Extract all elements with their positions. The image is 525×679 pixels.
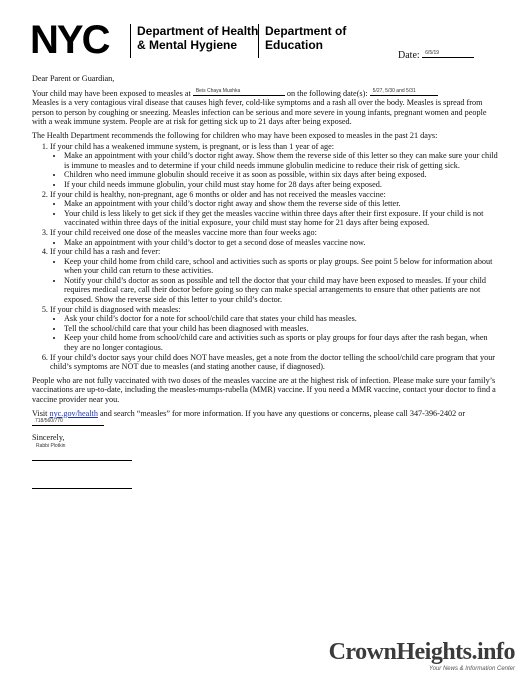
signature-block bbox=[32, 433, 500, 491]
nyc-logo: NYC bbox=[30, 18, 109, 62]
signature-line bbox=[32, 452, 132, 461]
bullet-item: • Tell the school/child care that your child has been diagnosed with measles. bbox=[64, 324, 500, 334]
list-item: 1. If your child has a weakened immune system, is pregnant, or is less than 1 year of age: • Make an appointment with your child’s doctor right away. Show them the reverse side of this letter so they can make sure your child is immune to measles and to determine if your child needs immune globulin medicine to reduce their risk of getting sick. • Children who need immune globulin should receive it as soon as possible, within six days after being exposed. • If your child needs immune globulin, your child must stay home for 28 days after being exposed. bbox=[50, 142, 500, 190]
bullet-item: • Make an appointment with your child’s doctor right away and show them the reverse side of this letter. bbox=[64, 199, 500, 209]
recommendation-list bbox=[32, 142, 500, 372]
signer-name: Rabbi Plotkin bbox=[36, 443, 66, 450]
measles-intro: Measles is a very contagious viral disease that causes high fever, cold-like symptoms and a rash all over the body. Measles is spread from person to person by coughing or sneezing. Measles infection can be serious and more severe in young infants, pregnant women and people with a weak immune system. People are at risk for getting sick up to 21 days after being exposed. bbox=[32, 98, 487, 127]
letter-body bbox=[32, 74, 500, 491]
date-field: Date: 6/5/19 bbox=[398, 50, 474, 62]
bullet-item: • Children who need immune globulin should receive it as soon as possible, within six days after being exposed. bbox=[64, 170, 500, 180]
bullet-item: • Notify your child’s doctor as soon as possible and tell the doctor that your child may have been exposed to measles. If your child requires medical care, call their doctor before going so they can make special arrangements to ensure that other patients are not exposed. Show the reverse side of this letter to your child’s doctor. bbox=[64, 276, 500, 305]
bullet-item: • Your child is less likely to get sick if they get the measles vaccine within three days after their first exposure. If your child is not vaccinated within three days of the initial exposure, your child must stay home for 21 days after being exposed. bbox=[64, 209, 500, 228]
date-value: 6/5/19 bbox=[422, 50, 474, 58]
bullet-item: • Keep your child home from child care, school and activities such as sports or play groups. See point 5 below for information about when your child can return to these activities. bbox=[64, 257, 500, 276]
header-divider bbox=[130, 24, 131, 58]
signature-line-2 bbox=[32, 480, 132, 489]
bullet-item: • Make an appointment with your child’s doctor right away. Show them the reverse side of this letter so they can make sure your child is immune to measles and to determine if your child needs immune globulin medicine to reduce their risk of getting sick. bbox=[64, 151, 500, 170]
list-item: 3. If your child received one dose of the measles vaccine more than four weeks ago: • Make an appointment with your child’s doctor to get a second dose of measles vaccine now. bbox=[50, 228, 500, 247]
header-divider bbox=[258, 24, 259, 58]
education-dept-name: Department of Education bbox=[265, 24, 347, 52]
list-item: 4. If your child has a rash and fever: • Keep your child home from child care, school and activities such as sports or play groups. See point 5 below for information about when your child can return to these activities. • Notify your child’s doctor as soon as possible and tell the doctor that your child may have been exposed to measles. If your child requires medical care, call their doctor before going so they can make special arrangements to ensure that other patients are not exposed. Show the reverse side of this letter to your child’s doctor. bbox=[50, 247, 500, 305]
list-item: 2. If your child is healthy, non-pregnant, age 6 months or older and has not received the measles vaccine: • Make an appointment with your child’s doctor right away and show them the reverse side of this letter. • Your child is less likely to get sick if they get the measles vaccine within three days after their first exposure. If your child is not vaccinated within three days of the initial exposure, your child must stay home for 21 days after being exposed. bbox=[50, 190, 500, 228]
bullet-item: • Ask your child’s doctor for a note for school/child care that states your child has measles. bbox=[64, 314, 500, 324]
signoff: Sincerely, bbox=[32, 432, 65, 442]
exposure-line: Your child may have been exposed to measles at Beis Chaya Mushka on the following date(s): 5/27, 5/30 and 5/31 bbox=[32, 88, 500, 99]
bullet-item: • Keep your child home from school/child care and activities such as sports or play groups for four days after the rash began, when they are no longer contagious. bbox=[64, 333, 500, 352]
watermark-tagline: Your News & Information Center bbox=[428, 666, 515, 672]
health-website-link[interactable]: nyc.gov/health bbox=[49, 408, 98, 418]
watermark bbox=[329, 639, 515, 673]
recommendation-intro: The Health Department recommends the following for children who may have been exposed to measles in the past 21 days: bbox=[32, 130, 438, 140]
list-item: 6. If your child’s doctor says your child does NOT have measles, get a note from the doctor telling the school/child care program that your child’s symptoms are NOT due to measles (and stating another cause, if diagnosed). bbox=[50, 353, 500, 372]
bullet-item: • Make an appointment with your child’s doctor to get a second dose of measles vaccine now. bbox=[64, 238, 500, 248]
health-dept-name: Department of Health & Mental Hygiene bbox=[137, 24, 259, 52]
closing-paragraph: People who are not fully vaccinated with two doses of the measles vaccine are at the highest risk of infection. Please make sure your family’s vaccinations are up-to-date, including the measles-mumps-rubella (MMR) vaccine. If you need a MMR vaccine, contact your doctor to find a vaccine provider near you. bbox=[32, 375, 496, 404]
exposure-place: Beis Chaya Mushka bbox=[193, 88, 285, 96]
bullet-item: • If your child needs immune globulin, your child must stay home for 28 days after being exposed. bbox=[64, 180, 500, 190]
exposure-dates: 5/27, 5/30 and 5/31 bbox=[370, 88, 438, 96]
crownheights-logo: CrownHeights.info bbox=[328, 639, 515, 665]
list-item: 5. If your child is diagnosed with measles: • Ask your child’s doctor for a note for school/child care that states your child has measles. • Tell the school/child care that your child has been diagnosed with measles. • Keep your child home from school/child care and activities such as sports or play groups for four days after the rash began, when they are no longer contagious. bbox=[50, 305, 500, 353]
visit-line: Visit nyc.gov/health and search “measles” for more information. If you have any questions or concerns, please call 347-396-2402 or 718/560/770 bbox=[32, 408, 466, 425]
greeting: Dear Parent or Guardian, bbox=[32, 74, 115, 83]
phone-field: 718/560/770 bbox=[32, 418, 104, 426]
